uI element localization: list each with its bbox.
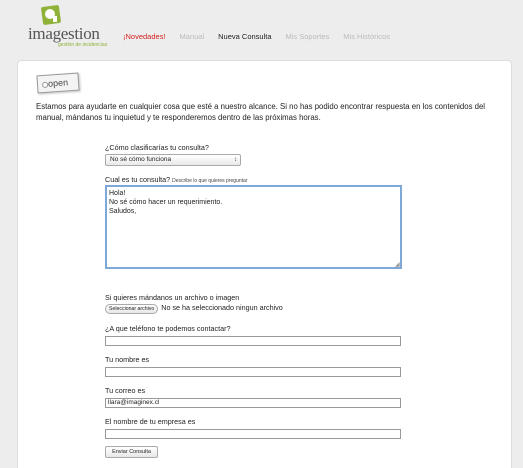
nav-mis-historicos[interactable]: Mis Históricos bbox=[343, 32, 390, 41]
logo-mark-icon bbox=[40, 4, 64, 26]
nav-mis-soportes[interactable]: Mis Soportes bbox=[285, 32, 330, 41]
name-label: Tu nombre es bbox=[105, 355, 150, 364]
submit-button[interactable]: Enviar Consulta bbox=[105, 446, 158, 458]
logo[interactable] bbox=[28, 4, 118, 48]
main-nav bbox=[123, 32, 404, 41]
logo-text: imagestion bbox=[28, 24, 100, 43]
phone-label: ¿A que teléfono te podemos contactar? bbox=[105, 324, 231, 333]
open-tag: open bbox=[36, 73, 79, 94]
name-input[interactable] bbox=[105, 367, 401, 377]
file-row bbox=[105, 303, 283, 314]
file-label: Si quieres mándanos un archivo o imagen bbox=[105, 293, 240, 302]
classify-label: ¿Cómo clasificarías tu consulta? bbox=[105, 143, 209, 152]
intro-text: Estamos para ayudarte en cualquier cosa que esté a nuestro alcance. Si no has podido encontrar respuesta en los contenidos del manual, mándanos tu inquietud y te responderemos dentro de las próximas horas. bbox=[36, 102, 486, 122]
nav-novedades[interactable]: ¡Novedades! bbox=[123, 32, 166, 41]
select-arrows-icon: ↕ bbox=[234, 157, 237, 163]
select-file-button[interactable]: Seleccionar archivo bbox=[105, 304, 158, 314]
file-status: No se ha seleccionado ningun archivo bbox=[161, 303, 283, 312]
header bbox=[0, 0, 523, 55]
classify-select[interactable] bbox=[105, 154, 241, 166]
query-label-row bbox=[105, 175, 247, 184]
content-panel bbox=[17, 60, 512, 468]
email-input[interactable]: llara@imaginex.cl bbox=[105, 398, 401, 408]
nav-nueva-consulta[interactable]: Nueva Consulta bbox=[218, 32, 272, 41]
company-input[interactable] bbox=[105, 429, 401, 439]
email-label: Tu correo es bbox=[105, 386, 146, 395]
phone-input[interactable] bbox=[105, 336, 401, 346]
company-label: El nombre de tu empresa es bbox=[105, 417, 196, 426]
nav-manual[interactable]: Manual bbox=[179, 32, 205, 41]
query-hint: Describe lo que quieres preguntar bbox=[172, 178, 248, 184]
query-label: Cual es tu consulta? bbox=[105, 175, 171, 184]
classify-select-value: No sé cómo funciona bbox=[110, 156, 172, 163]
logo-tagline: gestión de incidencias bbox=[58, 42, 108, 48]
query-textarea[interactable]: Hola! No sé cómo hacer un requerimiento. Saludos, bbox=[105, 185, 402, 269]
